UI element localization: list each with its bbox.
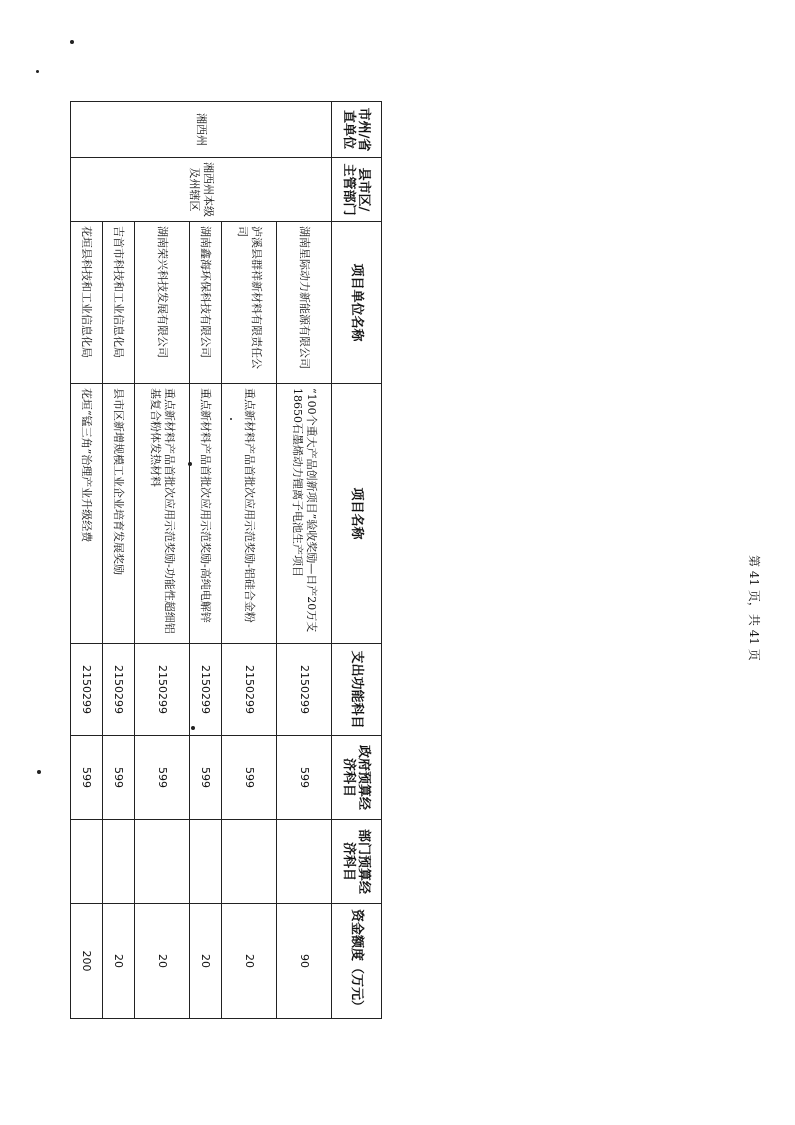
rotated-table-wrapper (70, 101, 382, 1018)
header-county: 县市区/主管部门 (332, 158, 382, 222)
cell-gov: 599 (189, 736, 221, 820)
cell-unit: 泸溪县群祥新材料有限责任公司 (221, 222, 276, 384)
header-project: 项目名称 (332, 384, 382, 644)
table-row (189, 102, 221, 1019)
cell-city: 湘西州 (71, 102, 332, 158)
table-row (71, 102, 103, 1019)
scan-speck (37, 770, 41, 774)
cell-unit: 湖南鑫海环保科技有限公司 (189, 222, 221, 384)
cell-dept (221, 820, 276, 904)
cell-dept (189, 820, 221, 904)
cell-dept (134, 820, 189, 904)
cell-gov: 599 (71, 736, 103, 820)
header-amount: 资金额度（万元） (332, 904, 382, 1019)
cell-project: “100个重大产品创新项目”验收奖励—日产20万支18650石墨烯动力锂离子电池生产项目 (276, 384, 331, 644)
header-dept: 部门预算经济科目 (332, 820, 382, 904)
funding-table (70, 101, 382, 1019)
table-row (276, 102, 331, 1019)
table-row (102, 102, 134, 1019)
scan-speck (36, 70, 39, 73)
cell-amount: 20 (102, 904, 134, 1019)
cell-amount: 200 (71, 904, 103, 1019)
table-row (221, 102, 276, 1019)
cell-unit: 湖南荣兴科技发展有限公司 (134, 222, 189, 384)
cell-project: 重点新材料产品首批次应用示范奖励-高纯电解锌 (189, 384, 221, 644)
cell-gov: 599 (102, 736, 134, 820)
cell-unit: 吉首市科技和工业信息化局 (102, 222, 134, 384)
cell-unit: 湖南星际动力新能源有限公司 (276, 222, 331, 384)
header-row (332, 102, 382, 1019)
cell-func: 2150299 (102, 644, 134, 736)
table-row (134, 102, 189, 1019)
cell-gov: 599 (221, 736, 276, 820)
cell-func: 2150299 (221, 644, 276, 736)
cell-amount: 20 (134, 904, 189, 1019)
header-unit: 项目单位名称 (332, 222, 382, 384)
cell-dept (71, 820, 103, 904)
cell-project: 重点新材料产品首批次应用示范奖励-功能性超细铝基复合粉体发热材料 (134, 384, 189, 644)
cell-project: 花垣“锰三角”治理产业升级经费 (71, 384, 103, 644)
cell-amount: 20 (189, 904, 221, 1019)
cell-func: 2150299 (189, 644, 221, 736)
header-gov: 政府预算经济科目 (332, 736, 382, 820)
page-footer: 第 41 页，共 41 页 (747, 555, 761, 661)
header-city: 市州/省直单位 (332, 102, 382, 158)
cell-dept (102, 820, 134, 904)
cell-amount: 90 (276, 904, 331, 1019)
cell-project: 重点新材料产品首批次应用示范奖励-铝硅合金粉 (221, 384, 276, 644)
cell-project: 县市区新增规模工业企业培育发展奖励 (102, 384, 134, 644)
cell-func: 2150299 (276, 644, 331, 736)
cell-gov: 599 (134, 736, 189, 820)
cell-func: 2150299 (134, 644, 189, 736)
scan-speck (70, 40, 74, 44)
header-func: 支出功能科目 (332, 644, 382, 736)
cell-county: 湘西州本级及州辖区 (71, 158, 332, 222)
cell-amount: 20 (221, 904, 276, 1019)
cell-gov: 599 (276, 736, 331, 820)
cell-dept (276, 820, 331, 904)
cell-func: 2150299 (71, 644, 103, 736)
cell-unit: 花垣县科技和工业信息化局 (71, 222, 103, 384)
